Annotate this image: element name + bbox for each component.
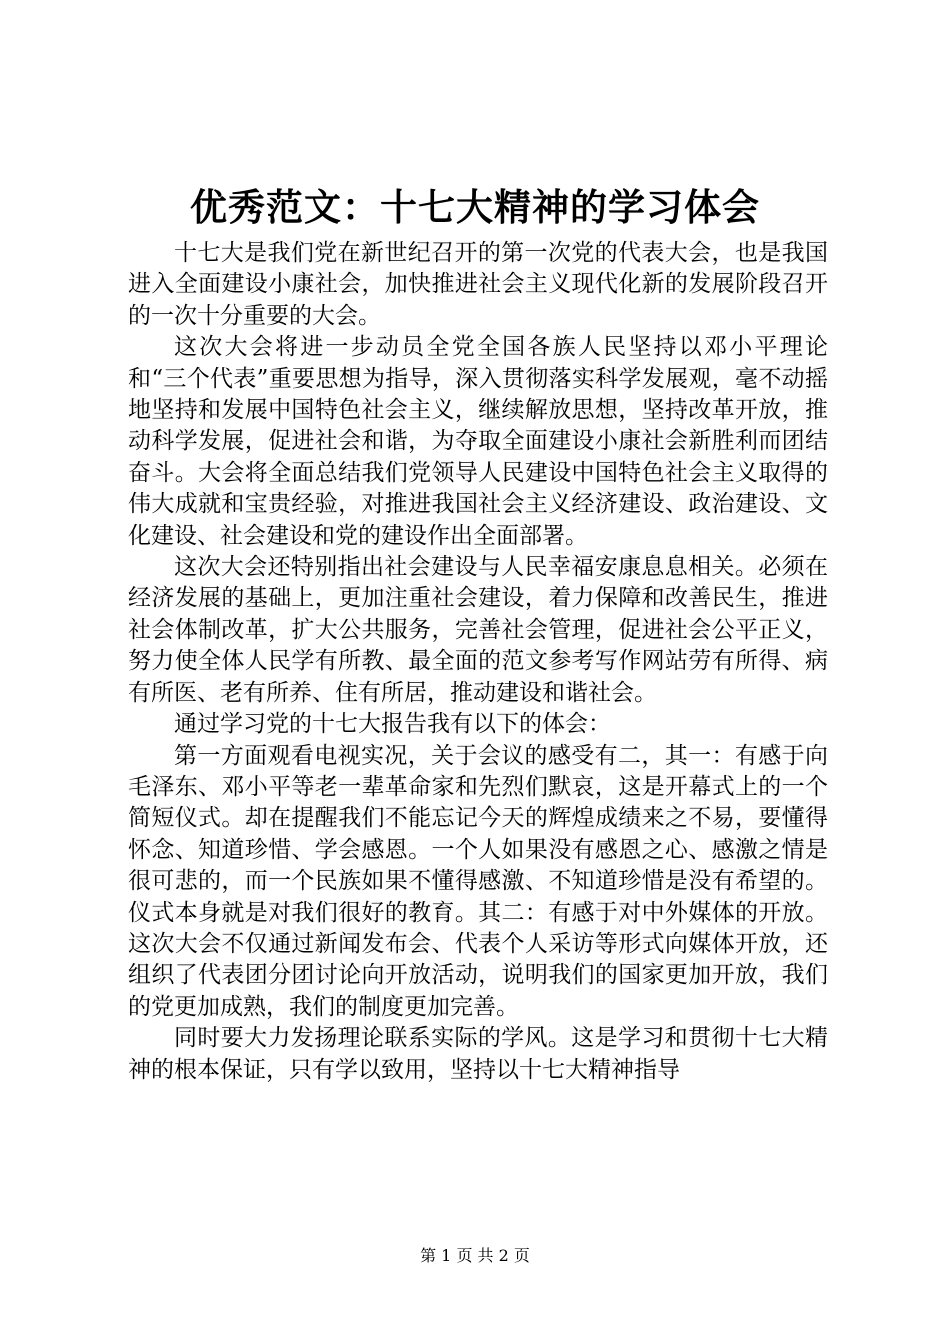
document-body <box>128 238 828 1086</box>
paragraph-5: 第一方面观看电视实况，关于会议的感受有二，其一：有感于向毛泽东、邓小平等老一辈革命家和先烈们默哀，这是开幕式上的一个简短仪式。却在提醒我们不能忘记今天的辉煌成绩来之不易，要懂得怀念、知道珍惜、学会感恩。一个人如果没有感恩之心、感激之情是很可悲的，而一个民族如果不懂得感激、不知道珍惜是没有希望的。仪式本身就是对我们很好的教育。其二：有感于对中外媒体的开放。这次大会不仅通过新闻发布会、代表个人采访等形式向媒体开放，还组织了代表团分团讨论向开放活动，说明我们的国家更加开放，我们的党更加成熟，我们的制度更加完善。 <box>128 742 828 1020</box>
page-number-footer: 第 1 页 共 2 页 <box>420 1246 530 1265</box>
paragraph-3: 这次大会还特别指出社会建设与人民幸福安康息息相关。必须在经济发展的基础上，更加注重社会建设，着力保障和改善民生，推进社会体制改革，扩大公共服务，完善社会管理，促进社会公平正义，努力使全体人民学有所教、最全面的范文参考写作网站劳有所得、病有所医、老有所养、住有所居，推动建设和谐社会。 <box>128 554 828 706</box>
paragraph-2: 这次大会将进一步动员全党全国各族人民坚持以邓小平理论和“三个代表”重要思想为指导，深入贯彻落实科学发展观，毫不动摇地坚持和发展中国特色社会主义，继续解放思想，坚持改革开放，推动科学发展，促进社会和谐，为夺取全面建设小康社会新胜利而团结奋斗。大会将全面总结我们党领导人民建设中国特色社会主义取得的伟大成就和宝贵经验，对推进我国社会主义经济建设、政治建设、文化建设、社会建设和党的建设作出全面部署。 <box>128 334 828 549</box>
paragraph-4: 通过学习党的十七大报告我有以下的体会： <box>174 711 611 738</box>
paragraph-1: 十七大是我们党在新世纪召开的第一次党的代表大会，也是我国进入全面建设小康社会，加快推进社会主义现代化新的发展阶段召开的一次十分重要的大会。 <box>128 240 828 329</box>
document-title: 优秀范文：十七大精神的学习体会 <box>190 185 760 229</box>
paragraph-6: 同时要大力发扬理论联系实际的学风。这是学习和贯彻十七大精神的根本保证，只有学以致用，坚持以十七大精神指导 <box>128 1025 828 1083</box>
